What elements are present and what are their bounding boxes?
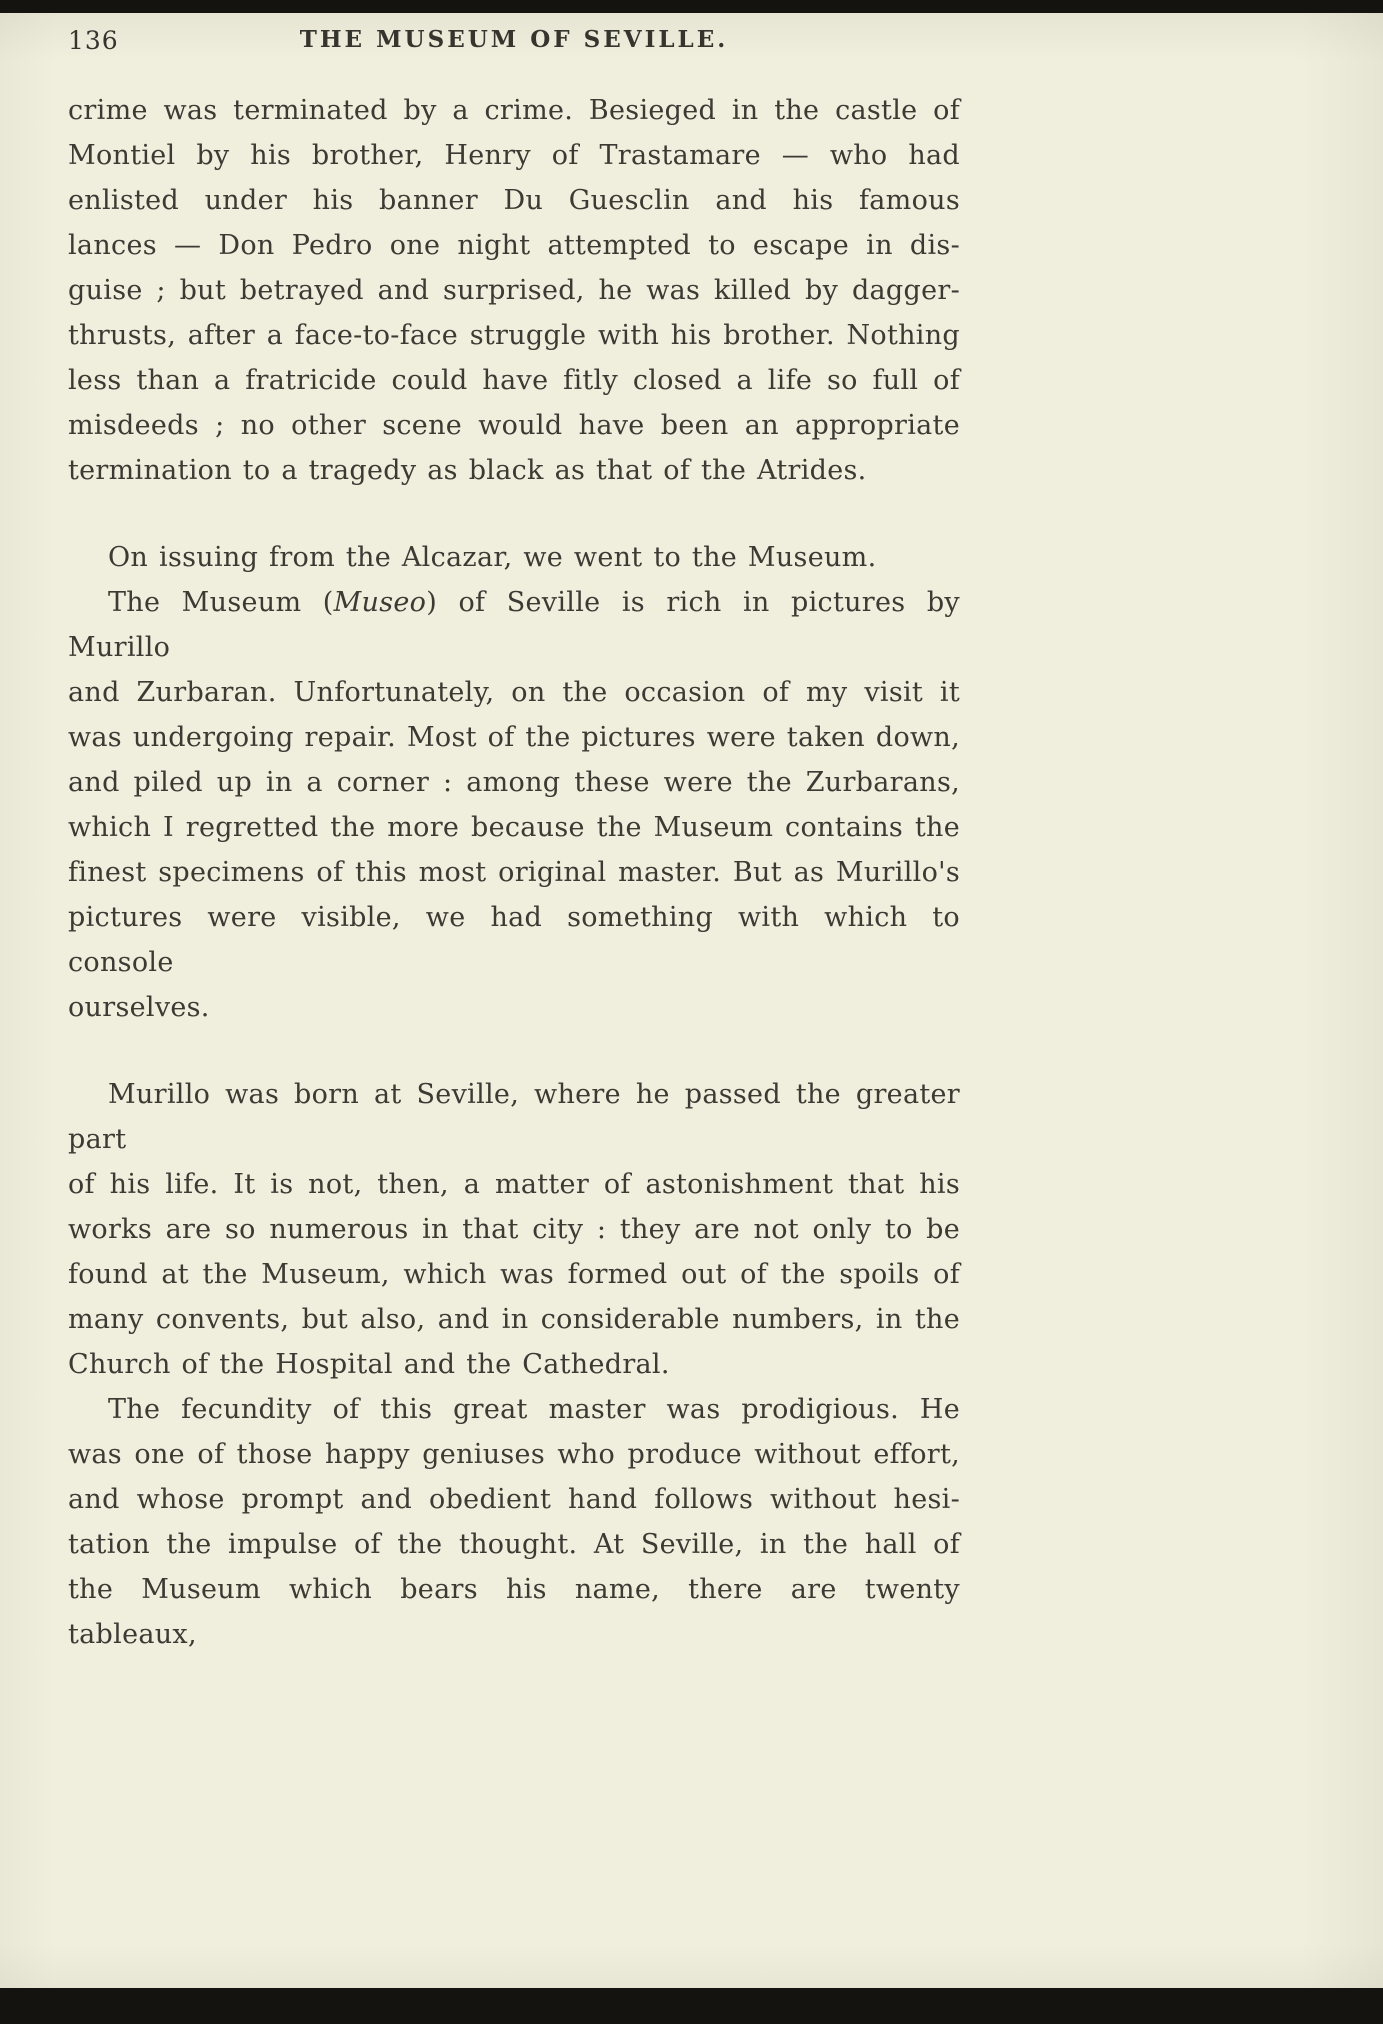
text-line: ourselves.: [68, 992, 210, 1023]
paragraph: [68, 88, 960, 493]
text-line: Montiel by his brother, Henry of Trastamare — who had: [68, 140, 960, 171]
text-line: guise ; but betrayed and surprised, he was killed by dagger-: [68, 275, 960, 306]
paragraph: [68, 580, 960, 1030]
text-line: Church of the Hospital and the Cathedral.: [68, 1349, 670, 1380]
text-line: Murillo was born at Seville, where he passed the greater part: [68, 1079, 960, 1155]
text-line: pictures were visible, we had something with which to console: [68, 902, 960, 978]
page-content: [68, 24, 960, 1657]
text-line: thrusts, after a face-to-face struggle with his brother. Nothing: [68, 320, 960, 351]
paragraph: [68, 1387, 960, 1657]
text-line: and whose prompt and obedient hand follows without hesi-: [68, 1484, 960, 1515]
page-number: 136: [68, 26, 119, 55]
text-line: enlisted under his banner Du Guesclin and his famous: [68, 185, 960, 216]
text-line: lances — Don Pedro one night attempted to escape in dis-: [68, 230, 960, 261]
scan-edge-bottom: [0, 1988, 1383, 2024]
scan-edge-top: [0, 0, 1383, 13]
text-line: The Museum (Museo) of Seville is rich in pictures by Murillo: [68, 587, 960, 663]
text-line: which I regretted the more because the Museum contains the: [68, 812, 960, 843]
text-line: was undergoing repair. Most of the pictures were taken down,: [68, 722, 960, 753]
text-line: less than a fratricide could have fitly closed a life so full of: [68, 365, 960, 396]
text-line: and piled up in a corner : among these were the Zurbarans,: [68, 767, 960, 798]
text-line: finest specimens of this most original master. But as Murillo's: [68, 857, 960, 888]
text-line: The fecundity of this great master was prodigious. He: [108, 1394, 960, 1425]
text-line: found at the Museum, which was formed out of the spoils of: [68, 1259, 960, 1290]
text-line: the Museum which bears his name, there are twenty tableaux,: [68, 1574, 960, 1650]
running-header: [68, 24, 960, 58]
running-header-title: THE MUSEUM OF SEVILLE.: [299, 26, 729, 53]
text-line: tation the impulse of the thought. At Seville, in the hall of: [68, 1529, 960, 1560]
paragraph: [68, 535, 960, 580]
text-line: works are so numerous in that city : they are not only to be: [68, 1214, 960, 1245]
text-line: termination to a tragedy as black as that of the Atrides.: [68, 455, 867, 486]
text-line: many convents, but also, and in considerable numbers, in the: [68, 1304, 960, 1335]
text-line: On issuing from the Alcazar, we went to the Museum.: [108, 542, 877, 573]
text-line: crime was terminated by a crime. Besieged in the castle of: [68, 95, 960, 126]
text-line: and Zurbaran. Unfortunately, on the occasion of my visit it: [68, 677, 960, 708]
paragraph: [68, 1072, 960, 1387]
text-block: [68, 88, 960, 1657]
text-line: misdeeds ; no other scene would have been an appropriate: [68, 410, 960, 441]
text-line: of his life. It is not, then, a matter of astonishment that his: [68, 1169, 960, 1200]
text-line: was one of those happy geniuses who produce without effort,: [68, 1439, 960, 1470]
